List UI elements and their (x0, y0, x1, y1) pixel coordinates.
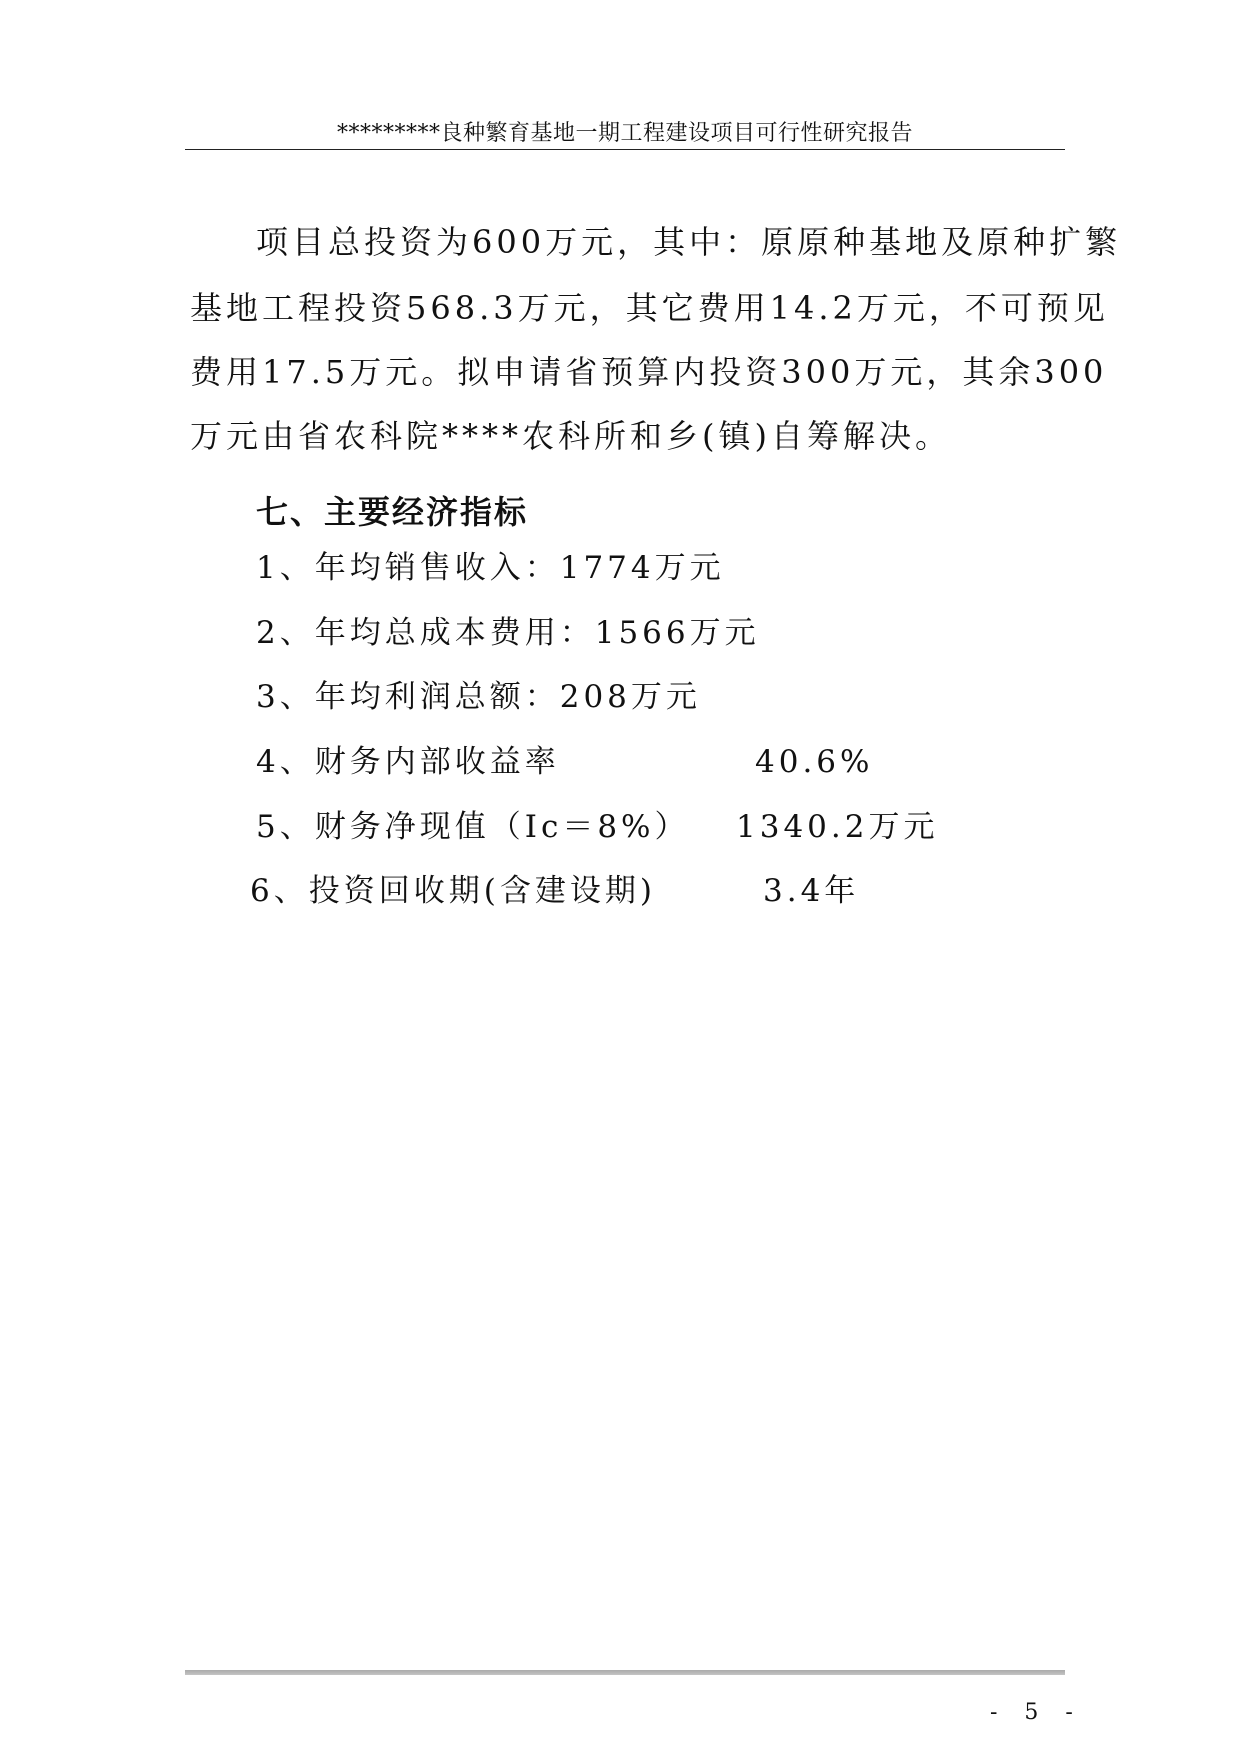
indicator-label: 2、年均总成本费用：1566万元 (256, 615, 760, 651)
section-heading: 七、主要经济指标 (256, 493, 529, 531)
paragraph-line: 费用17.5万元。拟申请省预算内投资300万元，其余300 (190, 353, 1108, 391)
indicator-label: 6、投资回收期(含建设期) (250, 873, 656, 909)
paragraph-line: 基地工程投资568.3万元，其它费用14.2万元，不可预见 (190, 289, 1109, 327)
indicator-label: 3、年均利润总额：208万元 (256, 679, 701, 715)
indicator-label: 1、年均销售收入：1774万元 (256, 550, 725, 586)
header-divider (185, 149, 1065, 150)
indicator-value: 40.6% (755, 744, 874, 780)
indicator-label: 4、财务内部收益率 (256, 744, 560, 780)
paragraph-line: 万元由省农科院****农科所和乡(镇)自筹解决。 (190, 417, 951, 455)
indicator-value: 1340.2万元 (736, 809, 939, 845)
indicator-label: 5、财务净现值（Ic＝8%） (256, 809, 690, 845)
indicator-value: 3.4年 (763, 873, 860, 909)
document-title: *********良种繁育基地一期工程建设项目可行性研究报告 (336, 121, 913, 146)
footer-divider (185, 1670, 1065, 1675)
paragraph-line: 项目总投资为600万元，其中：原原种基地及原种扩繁 (256, 223, 1122, 261)
page-number: - 5 - (990, 1700, 1083, 1725)
